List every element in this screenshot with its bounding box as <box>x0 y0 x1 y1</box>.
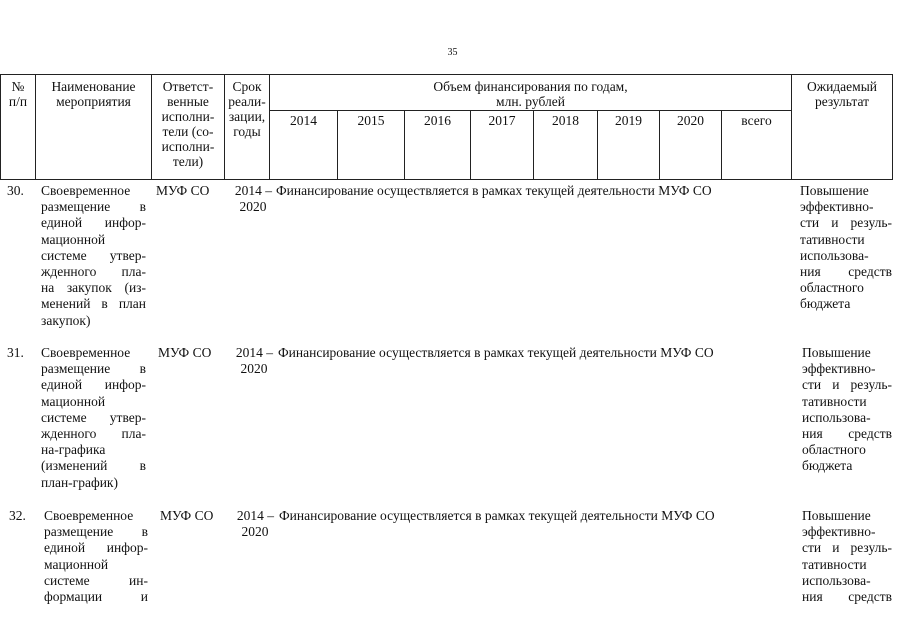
header-result-line: результат <box>814 94 870 109</box>
row-name-line: жденного пла- <box>41 264 146 280</box>
header-name-line: Наименование <box>51 79 136 94</box>
header-year-2017: 2017 <box>488 113 516 128</box>
header-executors-line: тели (со- <box>162 124 214 139</box>
row-term <box>226 183 272 215</box>
row-result-line: использова- <box>802 572 871 588</box>
header-year-2018: 2018 <box>552 113 579 128</box>
row-name-line: размещение в <box>44 524 148 540</box>
row-name-line: системе утвер- <box>41 409 146 425</box>
row-result-line: эффективно- <box>802 361 876 377</box>
row-result-line: сти и резуль- <box>800 215 892 231</box>
row-name-line: системе утвер- <box>41 247 146 263</box>
row-num: 30. <box>7 183 24 198</box>
row-name-line: Своевременное <box>44 508 134 523</box>
row-funding: Финансирование осуществляется в рамках текущей деятельности МУФ СО <box>276 183 712 198</box>
header-bottom-border <box>0 179 893 180</box>
row-name-line: мационной <box>44 556 109 572</box>
row-result-line: Повышение <box>802 345 871 360</box>
row-funding: Финансирование осуществляется в рамках текущей деятельности МУФ СО <box>278 345 714 360</box>
row-name-line: системе ин- <box>44 572 148 588</box>
row-term <box>227 345 273 377</box>
header-term-line: годы <box>233 124 261 139</box>
row-result-line: сти и резуль- <box>802 377 892 393</box>
row-name-line: закупок) <box>41 312 91 328</box>
header-year-2016: 2016 <box>424 113 451 128</box>
row-result-line: областного <box>800 280 864 296</box>
header-result <box>792 79 892 109</box>
row-name-line: на закупок (из- <box>41 280 146 296</box>
row-num: 32. <box>9 508 26 523</box>
row-name <box>44 508 148 605</box>
header-executors-line: Ответст- <box>162 79 214 94</box>
row-name-line: мационной <box>41 231 106 247</box>
header-term-line: реали- <box>228 94 266 109</box>
row-result-line: Повышение <box>802 508 871 523</box>
row-result-line: использова- <box>800 247 869 263</box>
row-result-line: эффективно- <box>802 524 876 540</box>
row-name-line: формации и <box>44 589 148 605</box>
header-name <box>36 79 151 109</box>
row-name-line: единой инфор- <box>41 377 146 393</box>
table-top-border <box>0 74 893 75</box>
row-result-line: тативности <box>802 393 867 409</box>
row-result-line: ния средств <box>800 264 892 280</box>
header-term <box>225 79 269 139</box>
row-result <box>802 345 892 475</box>
page-number: 35 <box>447 47 458 58</box>
row-result-line: бюджета <box>800 296 851 312</box>
header-year-2019: 2019 <box>615 113 642 128</box>
header-num-line: п/п <box>8 94 28 109</box>
header-num-line: № <box>11 79 25 94</box>
row-result-line: областного <box>802 442 866 458</box>
row-term-start: 2014 – <box>235 345 273 360</box>
header-term-line: Срок <box>232 79 262 94</box>
row-result-line: бюджета <box>802 458 853 474</box>
header-funding-line: Объем финансирования по годам, <box>433 79 628 94</box>
row-name-line: план-график) <box>41 474 118 490</box>
row-result-line: ния средств <box>802 426 892 442</box>
header-executors-line: тели) <box>172 154 204 169</box>
row-term-end: 2020 <box>240 361 268 377</box>
row-result-line: использова- <box>802 409 871 425</box>
header-funding-title <box>270 79 791 109</box>
header-num <box>1 79 35 109</box>
row-executor: МУФ СО <box>158 345 212 360</box>
row-name-line: Своевременное <box>41 345 131 360</box>
row-name-line: размещение в <box>41 361 146 377</box>
row-result-line: ния средств <box>802 589 892 605</box>
row-executor: МУФ СО <box>160 508 214 523</box>
header-year-2014: 2014 <box>290 113 317 128</box>
row-result <box>802 508 892 605</box>
row-executor: МУФ СО <box>156 183 210 198</box>
header-executors-line: венные <box>167 94 209 109</box>
header-executors <box>152 79 224 169</box>
row-name-line: на-графика <box>41 442 106 458</box>
row-result-line: тативности <box>800 231 865 247</box>
row-name-line: (изменений в <box>41 458 146 474</box>
header-result-line: Ожидаемый <box>807 79 877 94</box>
row-term-start: 2014 – <box>236 508 274 523</box>
header-name-line: мероприятия <box>56 94 131 109</box>
row-name-line: единой инфор- <box>41 215 146 231</box>
header-year-2015: 2015 <box>357 113 385 128</box>
row-result <box>800 183 892 313</box>
header-total: всего <box>741 113 772 128</box>
row-term <box>228 508 274 540</box>
row-result-line: сти и резуль- <box>802 540 892 556</box>
row-name-line: мационной <box>41 393 106 409</box>
row-name-line: Своевременное <box>41 183 131 198</box>
row-name-line: единой инфор- <box>44 540 148 556</box>
years-header-top-border <box>270 110 791 111</box>
row-name <box>41 183 146 329</box>
table-right-border <box>892 74 893 180</box>
header-year-2020: 2020 <box>677 113 704 128</box>
row-result-line: Повышение <box>800 183 869 198</box>
header-funding-line: млн. рублей <box>496 94 565 109</box>
row-result-line: эффективно- <box>800 199 874 215</box>
header-executors-line: исполни- <box>161 139 215 154</box>
row-term-start: 2014 – <box>234 183 272 198</box>
row-name-line: менений в план <box>41 296 146 312</box>
row-funding: Финансирование осуществляется в рамках текущей деятельности МУФ СО <box>279 508 715 523</box>
header-executors-line: исполни- <box>161 109 215 124</box>
row-result-line: тативности <box>802 556 867 572</box>
row-name-line: размещение в <box>41 199 146 215</box>
row-name <box>41 345 146 491</box>
row-name-line: жденного пла- <box>41 426 146 442</box>
row-term-end: 2020 <box>239 199 267 215</box>
header-term-line: зации, <box>228 109 266 124</box>
row-num: 31. <box>7 345 24 360</box>
row-term-end: 2020 <box>241 524 269 540</box>
